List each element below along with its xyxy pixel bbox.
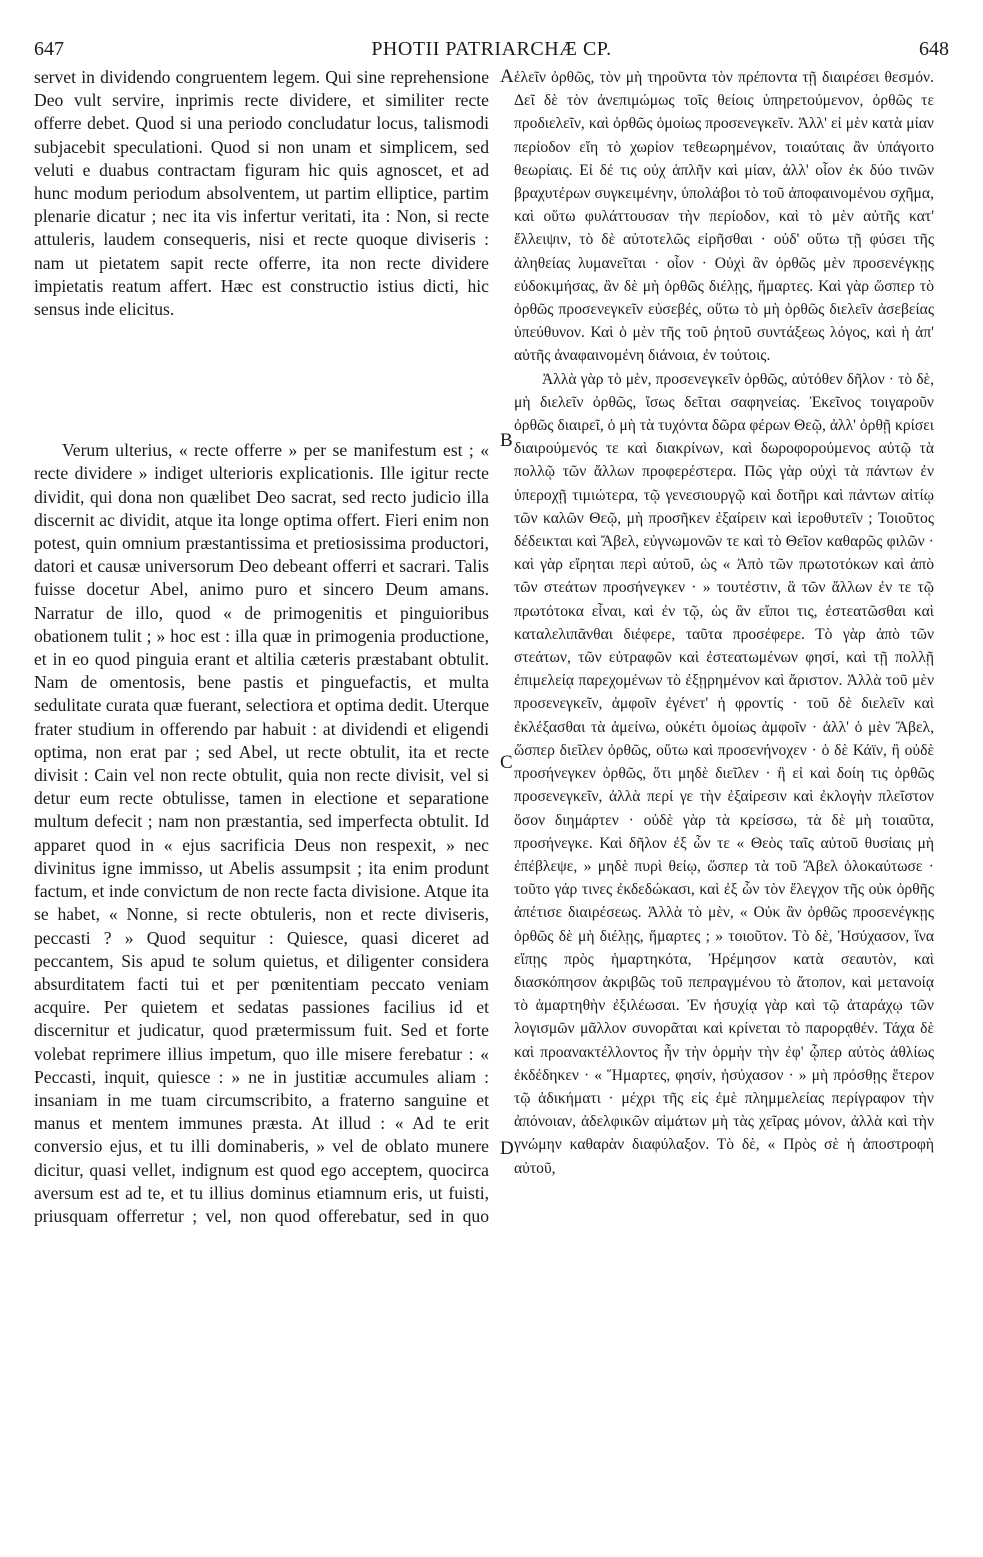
page-number-left: 647: [34, 38, 64, 60]
running-title: PHOTII PATRIARCHÆ CP.: [371, 38, 612, 60]
page-number-right: 648: [919, 38, 949, 60]
latin-paragraph-1: servet in dividendo congruentem legem. Qui sine reprehensione Deo vult servire, inprimis recte dividere, et similiter recte offerre debet. Quod si una periodo concludatur locus, talismodi subjacebit speculationi. Quod si non unam et simplicem, sed veluti e duabus contractam figuram hic quis agnoscet, et ad hunc modum periodum absolventem, ut partim elliptice, partim plenarie dicatur ; nec ita vis infertur veritati, ita : Non, si recte attuleris, laudem consequeris, nisi et recte quoque diviseris : nam ut pietatem sapit recte offerre, ita non recte dividere impietatis reatum affert. Hæc est constructio istius dicti, hic sensus inde elicitus.: [34, 67, 489, 320]
margin-letter-d: D: [500, 1138, 514, 1159]
greek-column: [514, 66, 934, 1180]
margin-letter-c: C: [500, 752, 513, 773]
paragraph-gap: [34, 321, 489, 439]
latin-paragraph-2: Verum ulterius, « recte offerre » per se manifestum est ; « recte dividere » indiget ulterioris explicationis. Ille igitur recte dividit, qui dona non quælibet Deo sacrat, sed recto judicio illa discernit ac dividit, atque ita longe optima offert. Fieri enim non potest, quin omnium præstantissima et pretiosissima productori, datori et causæ universorum Deo debeant offerri et sacrari. Talis fuisse docetur Abel, animo puro et sincero Deum amans. Narratur de illo, quod « de primogenitis et pinguioribus obationem tulit ; » hoc est : illa quæ in primogenia productione, et in eo quod pinguia erant et altilia cæteris præstabant obtulit. Nam de omentosis, bene pastis et pinguefactis, et multa sedulitate curata quæ fuerant, selectiora et optima dedit. Uterque frater studium in offerendo par habuit : at dividendi et eligendi optima, non erat par ; sed Abel, ut recte obtulit, ita et recte divisit : Cain vel non recte obtulit, quia non recte divisit, vel si detur eum recte obtulisse, tamen in electione et separatione multum defecit ; nam non præstantia, sed imperfecta obtulit. Id apparet quod in « ejus sacrificia Deus non respexit, » nec divinitus igne immisso, ut Abelis assumpsit ; ita enim produnt factum, et inde convictum de non recte facta divisione. Atque ita se habet, « Nonne, si recte obtuleris, non et recte diviseris, peccasti ? » Quod sequitur : Quiesce, quasi diceret ad peccantem, Sis apud te solum quietus, et diligenter considera absurditatem facti tui et per pœnitentiam peccato veniam acquire. Per quietem et sedatas passiones facilius id et discernitur et judicatur, quod prætermissum fuit. Sed et forte volebat reprimere illius impetum, quo ille misere ferebatur : « Peccasti, inquit, quiesce : » ne in justitiæ accumules aliam : insaniam in me tuam circumscribito, a fraterno sanguine et manus et mentem immunes præsta. At illud : « Ad te erit conversio ejus, et tu illi dominaberis, » vel de oblato munere dicitur, quasi vellet, indignum est quod ego acceptem, quocirca aversum est ad te, et tu illius dominus etiamnum eris, ut fuisti, priusquam offerretur ; vel, non quod offerebatur, sed in quo: [34, 440, 489, 1226]
margin-letter-b: B: [500, 430, 513, 451]
margin-letter-a: A: [500, 66, 514, 87]
page-header: [34, 38, 949, 64]
greek-paragraph-2: Ἀλλὰ γὰρ τὸ μὲν, προσενεγκεῖν ὀρθῶς, αὐτόθεν δῆλον · τὸ δὲ, μὴ διελεῖν ὀρθῶς, ἴσως δεῖται σαφηνείας. Ἐκεῖνος τοιγαροῦν ὀρθῶς διαιρεῖ, ὁ μὴ τὰ τυχόντα δῶρα φέρων Θεῷ, ἀλλ' ὀρθῇ κρίσει διαιρούμενός τε καὶ διακρίνων, καὶ δωροφορούμενος αὐτῷ τὰ πολλῷ τῶν ἄλλων προφερέστερα. Πῶς γὰρ οὐχὶ τὰ πάντων ἐν ὑπεροχῇ τιμιώτερα, τῷ γενεσιουργῷ καὶ δοτῆρι καὶ πάντων αἰτίῳ τῶν καλῶν Θεῷ, μὴ προσῆκεν ἐξαίρειν καὶ ἱεροθυτεῖν ; Τοιοῦτος δέδεικται καὶ Ἄβελ, εὐγνωμονῶν τε καὶ τὸ Θεῖον καθαρῶς φιλῶν · καὶ γὰρ εἴρηται περὶ αὐτοῦ, ὡς « Ἀπὸ τῶν πρωτοτόκων καὶ ἀπὸ τῶν στεάτων προσήνεγκεν · » τουτέστιν, ἃ τῶν ἄλλων ἐν τε τῷ πρωτότοκα εἶναι, καὶ ἐν τῷ, ὡς ἂν εἴποι τις, ἐστεατῶσθαι καὶ καταλελιπᾶνθαι διέφερε, ταῦτα προσέφερε. Τὸ γὰρ ἀπὸ τῶν στεάτων, τῶν εὐτραφῶν καὶ ἐστεατωμένων φησί, καὶ τῇ πολλῇ ἐπιμελείᾳ παρεχομένων τὸ ἐξῃρημένον καὶ ἄριστον. Ἀλλὰ τοῦ μὲν προσενεγκεῖν, ἀμφοῖν ἐγένετ' ἡ φροντίς · τοῦ δὲ διελεῖν καὶ ἐκλέξασθαι τὰ ἀμείνω, οὐκέτι ὁμοίως ἀμφοῖν · ἀλλ' ὁ μὲν Ἄβελ, ὥσπερ διεῖλεν ὀρθῶς, οὕτω καὶ προσενήνοχεν · ὁ δὲ Κάϊν, ἢ οὐδὲ προσήνεγκεν ὀρθῶς, ὅτι μηδὲ διεῖλεν · ἢ εἰ καὶ δοίη τις ὀρθῶς προσενεγκεῖν, ἀλλὰ περί γε τὴν ἐξαίρεσιν καὶ ἐκλογὴν πλεῖστον ὅσον διημάρτεν · οὐδὲ γὰρ τὰ κρείσσω, τὰ δὲ μὴ τοιαῦτα, προσήνεγκε. Καὶ δῆλον ἐξ ὧν τε « Θεὸς ταῖς αὐτοῦ θυσίαις μὴ ἐπέβλεψε, » μηδὲ πυρὶ θείῳ, ὥσπερ τὰ τοῦ Ἄβελ ὁλοκαύτωσε · τοῦτο γάρ τινες ἐκδεδώκασι, καὶ ἐξ ὧν τὸν ἔλεγχον τῆς οὐκ ὀρθῆς ἀπέτισε διαιρέσεως. Ἀλλὰ τὸ μὲν, « Οὐκ ἂν ὀρθῶς προσενέγκῃς ὀρθῶς δὲ μὴ διέλῃς, ἥμαρτες ; » τοιοῦτον. Τὸ δὲ, Ἡσύχασον, ἵνα εἴπῃς πρὸς ἡμαρτηκότα, Ἠρέμησον κατὰ σεαυτὸν, καὶ διασκόπησον ἀκριβῶς τοῦ πεπραγμένου τὸ ἄτοπον, καὶ μετανοίᾳ τὸ ἁμαρτηθὴν ἐξιλέωσαι. Ἐν ἡσυχίᾳ γὰρ καὶ τῷ ἀταράχῳ τῶν λογισμῶν μᾶλλον συνορᾶται καὶ κρίνεται τὸ παρορᾳθέν. Τάχα δὲ καὶ προανακτέλλοντος ἦν τὴν ὁρμὴν τὴν ἐφ' ᾧπερ αὐτὸς ἀθλίως ἐκδέδηκεν · « Ἥμαρτες, φησίν, ἡσύχασον · » μὴ πρόσθῃς ἕτερον τῷ ἀδικήματι · μέχρι τῆς εἰς ἐμὲ πλημμελείας περίγραφον τὴν ἀπόνοιαν, ἀδελφικῶν αἱμάτων μὴ τὰς χεῖρας μόνον, ἀλλὰ καὶ τὴν γνώμην καθαρὰν διαφύλαξον. Τὸ δὲ, « Πρὸς σὲ ἡ ἀποστροφὴ αὐτοῦ,: [514, 370, 934, 1177]
latin-column: [34, 66, 489, 1228]
greek-paragraph-1: ἑλεῖν ὀρθῶς, τὸν μὴ τηροῦντα τὸν πρέποντα τῇ διαιρέσει θεσμόν. Δεῖ δὲ τὸν ἀνεπιμώμως τοῖς θείοις ὑπηρετούμενον, ὀρθῶς τε προδιελεῖν, καὶ ὀρθῶς ὁμοίως προσενεγκεῖν. Ἀλλ' εἰ μὲν κατὰ μίαν περίοδον εἴη τὸ χωρίον τεθεωρημένον, τοιαύταις ἂν ὑπάγοιτο θεωρίαις. Εἰ δέ τις οὐχ ἁπλῆν καὶ μίαν, ἀλλ' οἷον ἐκ δύο τινῶν βραχυτέρων συγκειμένην, ὑπολάβοι τὸ τοῦ ἀποφαινομένου σχῆμα, καὶ οὕτω φυλάττουσαν τὴν περίοδον, καὶ τὸ μὲν αὐτῆς κατ' ἔλλειψιν, τὸ δὲ αὐτοτελῶς εἰρῆσθαι · οὐδ' οὕτω τῇ φύσει τῆς ἀληθείας λυμανεῖται · οἷον · Οὐχὶ ἂν ὀρθῶς μὲν προσενέγκῃς εὐδοκιμήσας, ἂν δὲ μὴ ὀρθῶς διέλῃς, ἥμαρτες. Καὶ γὰρ ὥσπερ τὸ ὀρθῶς προσενεγκεῖν εὐσεβές, οὕτω τὸ μὴ ὀρθῶς διελεῖν ἀσεβείας ὑπεύθυνον. Καὶ ὁ μὲν τῆς τοῦ ῥητοῦ συντάξεως λόγος, καὶ ἡ ἀπ' αὐτῆς ἀναφαινομένη διάνοια, ἐν τούτοις.: [514, 69, 934, 365]
